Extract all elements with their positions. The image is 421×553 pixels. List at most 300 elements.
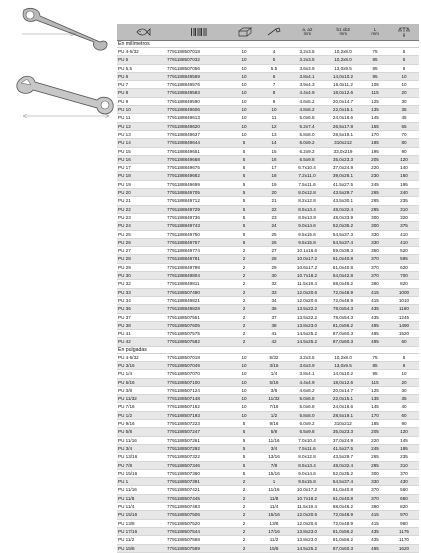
cell-pack-qty: 2	[242, 528, 246, 534]
cell-weight: 1160	[399, 306, 409, 312]
cell-pack-qty: 10	[241, 98, 247, 104]
cell-weight: 5	[402, 49, 406, 54]
cell-model-code: PU 5/8	[118, 429, 133, 435]
table-row	[117, 239, 419, 247]
cell-weight: 70	[401, 131, 407, 137]
header-wrench-icon-cell	[260, 24, 290, 40]
package-icon	[238, 27, 252, 37]
table-row	[117, 387, 419, 395]
table-row	[117, 89, 419, 97]
cell-b-dimension: 28,5x19.1	[332, 412, 354, 418]
cell-length: 75	[372, 49, 378, 54]
cell-weight: 700	[400, 273, 408, 279]
cell-ean-barcode: 7791188849767	[167, 239, 200, 245]
cell-weight: 1170	[399, 537, 409, 543]
cell-length: 75	[372, 354, 378, 360]
cell-model-code: PU 28	[118, 256, 131, 262]
cell-a-dimension: 3.8x4.1	[299, 371, 315, 377]
cell-wrench-size: 9	[272, 98, 276, 104]
cell-pack-qty: 10	[241, 123, 247, 129]
cell-wrench-size: 10	[271, 107, 277, 113]
cell-pack-qty: 5	[242, 462, 246, 468]
table-row	[117, 206, 419, 214]
cell-model-code: PU 9/16	[118, 421, 135, 427]
cell-wrench-size: 37	[271, 314, 277, 320]
header-barcode-icon-cell	[168, 24, 230, 40]
cell-length: 300	[371, 470, 379, 476]
cell-length: 265	[371, 198, 379, 204]
table-row	[117, 272, 419, 280]
cell-b-dimension: 61,0x40.8	[332, 264, 354, 270]
cell-model-code: PU 7/16	[118, 404, 135, 410]
cell-length: 115	[371, 90, 379, 96]
cell-weight: 1010	[398, 297, 410, 303]
cell-ean-barcode: 7791188507032	[167, 57, 200, 63]
cell-b-dimension: 22,0x15.1	[332, 396, 354, 402]
cell-weight: 55	[401, 123, 407, 129]
table-row	[117, 495, 419, 503]
cell-pack-qty: 2	[242, 487, 246, 493]
cell-a-dimension: 14.5x25.2	[296, 339, 318, 345]
cell-weight: 520	[400, 248, 408, 254]
cell-ean-barcode: 7791188849675	[167, 165, 200, 171]
cell-ean-barcode: 7791188849590	[167, 98, 200, 104]
cell-ean-barcode: 7791188507520	[167, 520, 200, 526]
cell-weight: 235	[400, 454, 408, 460]
table-row	[117, 139, 419, 147]
cell-length: 170	[371, 412, 379, 418]
cell-b-dimension: 310x212	[334, 421, 352, 427]
cell-ean-barcode: 7791188849576	[167, 82, 200, 88]
cell-length: 415	[371, 297, 379, 303]
cell-a-dimension: 3.9x4.3	[299, 82, 315, 88]
cell-a-dimension: 13.5x22.2	[296, 314, 318, 320]
cell-weight: 410	[400, 239, 408, 245]
cell-wrench-size: 36	[271, 306, 277, 312]
header-b-dimension	[325, 24, 361, 40]
cell-length: 415	[371, 289, 379, 295]
cell-ean-barcode: 7791188849774	[167, 248, 200, 254]
cell-ean-barcode: 7791188507070	[167, 371, 200, 377]
cell-length: 135	[371, 107, 379, 113]
cell-model-code: PU 33	[118, 289, 131, 295]
cell-ean-barcode: 7791188507148	[167, 396, 200, 402]
cell-weight: 35	[401, 396, 407, 402]
cell-ean-barcode: 7791188507445	[167, 495, 200, 501]
cell-model-code: PU 11/32	[118, 396, 137, 402]
cell-length: 245	[371, 181, 379, 187]
wrench-side-view-icon	[13, 66, 117, 122]
table-row	[117, 420, 419, 428]
cell-weight: 140	[400, 165, 408, 171]
cell-pack-qty: 2	[242, 545, 246, 551]
cell-ean-barcode: 7791188849583	[167, 90, 200, 96]
cell-weight: 90	[401, 148, 407, 154]
cell-a-dimension: 7.2x11.0	[298, 173, 316, 179]
cell-weight: 240	[400, 190, 408, 196]
table-row	[117, 520, 419, 528]
cell-weight: 20	[401, 379, 407, 385]
cell-b-dimension: 35,0x23.3	[332, 156, 354, 162]
cell-wrench-size: 7	[272, 82, 276, 88]
table-header	[117, 24, 419, 41]
cell-b-dimension: 16,0x11.2	[333, 82, 353, 88]
cell-length: 495	[371, 339, 379, 345]
cell-wrench-size: 23	[271, 214, 277, 220]
cell-ean-barcode: 7791188849644	[167, 140, 200, 146]
cell-a-dimension: 7.5x11.6	[298, 181, 316, 187]
cell-weight: 970	[400, 512, 408, 518]
cell-weight: 375	[400, 223, 408, 229]
cell-ean-barcode: 7791188849798	[167, 264, 200, 270]
cell-wrench-size: 15/8	[269, 545, 279, 551]
cell-model-code: PU 5	[118, 57, 129, 63]
cell-ean-barcode: 7791188507049	[167, 362, 200, 368]
cell-weight: 560	[400, 487, 408, 493]
cell-b-dimension: 68,0x46.2	[332, 281, 354, 287]
cell-b-dimension: 81,0x56.2	[332, 322, 354, 328]
cell-pack-qty: 10	[241, 362, 247, 368]
cell-length: 330	[371, 479, 379, 485]
cell-ean-barcode: 7791188849750	[167, 231, 200, 237]
cell-length: 170	[371, 131, 379, 137]
cell-wrench-size: 11/16	[268, 487, 280, 493]
cell-wrench-size: 11/2	[269, 537, 279, 543]
cell-a-dimension: 10.6x17.2	[296, 264, 318, 270]
cell-a-dimension: 14.5x25.2	[296, 331, 318, 337]
cell-ean-barcode: 7791188507582	[167, 339, 200, 345]
cell-wrench-size: 15/16	[268, 512, 280, 518]
cell-ean-barcode: 7791188507605	[167, 322, 200, 328]
cell-a-dimension: 6.0x9.2	[299, 421, 315, 427]
table-row	[117, 403, 419, 411]
cell-a-dimension: 10.7x18.2	[296, 495, 318, 501]
table-row	[117, 437, 419, 445]
cell-pack-qty: 2	[242, 512, 246, 518]
cell-pack-qty: 10	[241, 371, 247, 377]
b-dimension-unit: mm	[339, 31, 347, 36]
table-row	[117, 214, 419, 222]
table-row	[117, 181, 419, 189]
cell-a-dimension: 5.0x6.8	[299, 404, 315, 410]
cell-pack-qty: 5	[242, 181, 246, 187]
table-row	[117, 322, 419, 330]
cell-ean-barcode: 7791188849804	[167, 273, 200, 279]
cell-pack-qty: 5	[242, 239, 246, 245]
spec-table	[117, 24, 419, 553]
table-row	[117, 354, 419, 362]
cell-pack-qty: 2	[242, 504, 246, 510]
cell-weight: 320	[400, 214, 408, 220]
cell-length: 95	[372, 73, 378, 79]
cell-a-dimension: 6.5x9.8	[299, 429, 315, 435]
cell-wrench-size: 1	[272, 479, 276, 485]
cell-b-dimension: 78,0x54.3	[332, 306, 354, 312]
cell-pack-qty: 2	[242, 306, 246, 312]
cell-model-code: PU 1/4	[118, 371, 133, 377]
cell-weight: 120	[400, 429, 408, 435]
cell-length: 115	[371, 379, 379, 385]
cell-pack-qty: 5	[242, 421, 246, 427]
cell-a-dimension: 3.6x3.9	[299, 65, 315, 71]
cell-ean-barcode: 7791188849620	[167, 123, 200, 129]
cell-model-code: PU 13	[118, 131, 131, 137]
cell-a-dimension: 13.8x23.0	[296, 322, 318, 328]
cell-weight: 10	[401, 371, 407, 377]
cell-length: 390	[371, 504, 379, 510]
cell-a-dimension: 12.0x20.6	[296, 297, 318, 303]
cell-b-dimension: 41.5x27.5	[332, 445, 354, 451]
cell-pack-qty: 10	[241, 387, 247, 393]
cell-a-dimension: 6.5x9.8	[299, 156, 315, 162]
cell-b-dimension: 20,0x14.7	[332, 98, 354, 104]
cell-model-code: PU 8	[118, 90, 129, 96]
cell-wrench-size: 5	[272, 57, 276, 63]
cell-ean-barcode: 7791188849699	[167, 181, 200, 187]
cell-wrench-size: 1/4	[270, 371, 278, 377]
header-box-icon-cell	[230, 24, 260, 40]
cell-b-dimension: 41.5x27.5	[332, 181, 354, 187]
cell-wrench-size: 38	[271, 322, 277, 328]
cell-wrench-size: 13/8	[269, 520, 279, 526]
cell-length: 125	[371, 98, 379, 104]
cell-wrench-size: 17/16	[268, 528, 280, 534]
cell-pack-qty: 10	[241, 354, 247, 360]
cell-wrench-size: 5/32	[269, 354, 279, 360]
cell-pack-qty: 2	[242, 256, 246, 262]
cell-length: 135	[371, 396, 379, 402]
cell-wrench-size: 1/2	[270, 412, 278, 418]
cell-b-dimension: 48,0x33.9	[332, 214, 354, 220]
cell-ean-barcode: 7791188507391	[167, 479, 200, 485]
cell-model-code: PU 25	[118, 231, 131, 237]
cell-pack-qty: 2	[242, 248, 246, 254]
cell-ean-barcode: 7791188507162	[167, 404, 200, 410]
cell-weight: 310	[400, 206, 408, 212]
cell-weight: 90	[401, 421, 407, 427]
cell-ean-barcode: 7791188507483	[167, 504, 200, 510]
cell-model-code: PU 24	[118, 223, 131, 229]
cell-model-code: PU 19	[118, 181, 131, 187]
cell-pack-qty: 10	[241, 90, 247, 96]
cell-model-code: PU 17/16	[118, 528, 138, 534]
cell-ean-barcode: 7791188507018	[167, 354, 200, 360]
cell-ean-barcode: 7791188849668	[167, 156, 200, 162]
table-row	[117, 264, 419, 272]
cell-pack-qty: 10	[241, 379, 247, 385]
cell-b-dimension: 54,5x37.4	[332, 479, 354, 485]
cell-pack-qty: 2	[242, 273, 246, 279]
cell-length: 330	[371, 231, 379, 237]
cell-wrench-size: 7/16	[269, 404, 279, 410]
cell-b-dimension: 20,0x14.7	[332, 387, 354, 393]
table-row	[117, 156, 419, 164]
table-row	[117, 412, 419, 420]
table-row	[117, 362, 419, 370]
cell-wrench-size: 21	[271, 198, 277, 204]
cell-ean-barcode: 7791188849712	[167, 198, 200, 204]
cell-b-dimension: 22,0x15.1	[332, 107, 354, 113]
cell-ean-barcode: 7791188849569	[167, 73, 200, 79]
cell-length: 495	[371, 331, 379, 337]
cell-weight: 370	[400, 470, 408, 476]
cell-length: 125	[371, 387, 379, 393]
cell-model-code: PU 42	[118, 339, 131, 345]
cell-model-code: PU 11/4	[118, 504, 135, 510]
cell-b-dimension: 48,0x32.4	[332, 462, 354, 468]
cell-length: 185	[371, 140, 379, 146]
cell-wrench-size: 34	[271, 297, 277, 303]
cell-length: 285	[371, 462, 379, 468]
table-row	[117, 222, 419, 230]
cell-length: 205	[371, 156, 379, 162]
cell-b-dimension: 81,0x56.2	[332, 528, 354, 534]
cell-b-dimension: 10,2x8.0	[334, 354, 352, 360]
cell-ean-barcode: 7791188507568	[167, 537, 200, 543]
cell-length: 285	[371, 206, 379, 212]
table-row	[117, 172, 419, 180]
cell-model-code: PU 38	[118, 322, 131, 328]
cell-wrench-size: 33	[271, 289, 277, 295]
cell-model-code: PU 36	[118, 306, 131, 312]
cell-weight: 40	[401, 404, 407, 410]
cell-model-code: PU 37	[118, 314, 131, 320]
table-row	[117, 486, 419, 494]
cell-b-dimension: 78,0x54.3	[332, 314, 354, 320]
cell-length: 85	[372, 362, 378, 368]
cell-weight: 60	[401, 412, 407, 418]
cell-ean-barcode: 7791188507360	[167, 470, 200, 476]
cell-a-dimension: 5.0x6.8	[299, 396, 315, 402]
cell-a-dimension: 5.8x8.0	[299, 131, 315, 137]
cell-a-dimension: 9.5x15.8	[298, 479, 316, 485]
cell-length: 265	[371, 190, 379, 196]
cell-weight: 10	[401, 82, 407, 88]
cell-ean-barcode: 7791188507261	[167, 437, 200, 443]
cell-b-dimension: 87,0x60.3	[332, 545, 354, 551]
cell-model-code: PU 7/8	[118, 462, 133, 468]
table-row	[117, 478, 419, 486]
cell-model-code: PU 20	[118, 190, 131, 196]
cell-a-dimension: 6.7x10.4	[298, 165, 316, 171]
cell-weight: 5	[402, 354, 406, 360]
cell-model-code: PU 11	[118, 115, 131, 121]
cell-wrench-size: 16	[271, 156, 277, 162]
table-row	[117, 131, 419, 139]
table-row	[117, 106, 419, 114]
cell-ean-barcode: 7791188849811	[167, 281, 200, 287]
cell-model-code: PU 5,5	[118, 65, 133, 71]
cell-a-dimension: 14.5x25.2	[296, 545, 318, 551]
cell-weight: 1620	[398, 545, 410, 551]
cell-ean-barcode: 7791188507056	[167, 65, 200, 71]
cell-model-code: PU 1/2	[118, 412, 133, 418]
cell-length: 205	[371, 429, 379, 435]
section-title: En pulgadas	[117, 347, 419, 354]
cell-weight: 595	[400, 256, 408, 262]
cell-wrench-size: 32	[271, 281, 277, 287]
cell-ean-barcode: 7791188849682	[167, 173, 200, 179]
table-row	[117, 48, 419, 56]
cell-a-dimension: 4.4x4.9	[299, 90, 315, 96]
cell-b-dimension: 72,0x48.9	[332, 520, 354, 526]
cell-pack-qty: 5	[242, 231, 246, 237]
cell-length: 245	[371, 445, 379, 451]
cell-weight: 30	[401, 387, 407, 393]
table-row	[117, 289, 419, 297]
table-row	[117, 98, 419, 106]
cell-length: 105	[371, 82, 379, 88]
cell-a-dimension: 11.5x19.4	[297, 504, 317, 510]
cell-length: 370	[371, 264, 379, 270]
cell-model-code: PU 7	[118, 82, 129, 88]
cell-b-dimension: 72,0x48.9	[332, 512, 354, 518]
cell-a-dimension: 5.0x6.8	[299, 115, 315, 121]
cell-a-dimension: 6.2x9.2	[299, 148, 315, 154]
cell-length: 415	[371, 520, 379, 526]
cell-b-dimension: 18,0x12.6	[332, 90, 354, 96]
cell-wrench-size: 15	[271, 148, 277, 154]
cell-pack-qty: 2	[242, 281, 246, 287]
cell-length: 265	[371, 454, 379, 460]
cell-ean-barcode: 7791188507421	[167, 487, 200, 493]
cell-ean-barcode: 7791188849651	[167, 148, 200, 154]
table-row	[117, 56, 419, 64]
cell-pack-qty: 5	[242, 165, 246, 171]
cell-a-dimension: 6.0x9.2	[299, 140, 315, 146]
cell-ean-barcode: 7791188507599	[167, 545, 200, 551]
cell-pack-qty: 2	[242, 297, 246, 303]
cell-weight: 1245	[398, 314, 410, 320]
a-dimension-label: a, a2	[302, 26, 313, 32]
cell-wrench-size: 20	[271, 190, 277, 196]
table-row	[117, 197, 419, 205]
cell-pack-qty: 5	[242, 190, 246, 196]
cell-length: 370	[371, 256, 379, 262]
cell-ean-barcode: 7791188849821	[167, 297, 200, 303]
cell-b-dimension: 43.5x29.7	[332, 190, 354, 196]
cell-model-code: PU 11/8	[118, 495, 135, 501]
cell-ean-barcode: 7791188507124	[167, 387, 200, 393]
cell-length: 195	[371, 148, 379, 154]
cell-pack-qty: 2	[242, 537, 246, 543]
cell-length: 85	[372, 65, 378, 71]
b-dimension-label: b1 xb2	[336, 26, 350, 32]
cell-length: 85	[372, 57, 378, 63]
cell-model-code: PU 15	[118, 148, 131, 154]
cell-a-dimension: 5.2x7.4	[299, 123, 315, 129]
header-fish-icon-cell	[117, 24, 168, 40]
cell-pack-qty: 10	[241, 65, 247, 71]
cell-b-dimension: 39,0x26.1	[332, 173, 354, 179]
cell-a-dimension: 11.5x19.4	[297, 281, 317, 287]
table-row	[117, 503, 419, 511]
cell-a-dimension: 7.5x11.6	[298, 445, 316, 451]
cell-wrench-size: 5.5	[270, 65, 278, 71]
cell-b-dimension: 37,0x24.9	[332, 437, 354, 443]
cell-model-code: PU 41	[118, 331, 131, 337]
cell-wrench-size: 11/16	[268, 437, 280, 443]
cell-length: 370	[371, 273, 379, 279]
cell-weight: 1175	[399, 528, 409, 534]
cell-weight: 410	[400, 231, 408, 237]
cell-weight: 820	[400, 281, 408, 287]
cell-wrench-size: 3/8	[270, 387, 278, 393]
cell-weight: 80	[401, 140, 407, 146]
cell-wrench-size: 14	[271, 140, 277, 146]
cell-b-dimension: 61,0x40.8	[332, 495, 354, 501]
cell-a-dimension: 10.0x17.2	[296, 487, 318, 493]
